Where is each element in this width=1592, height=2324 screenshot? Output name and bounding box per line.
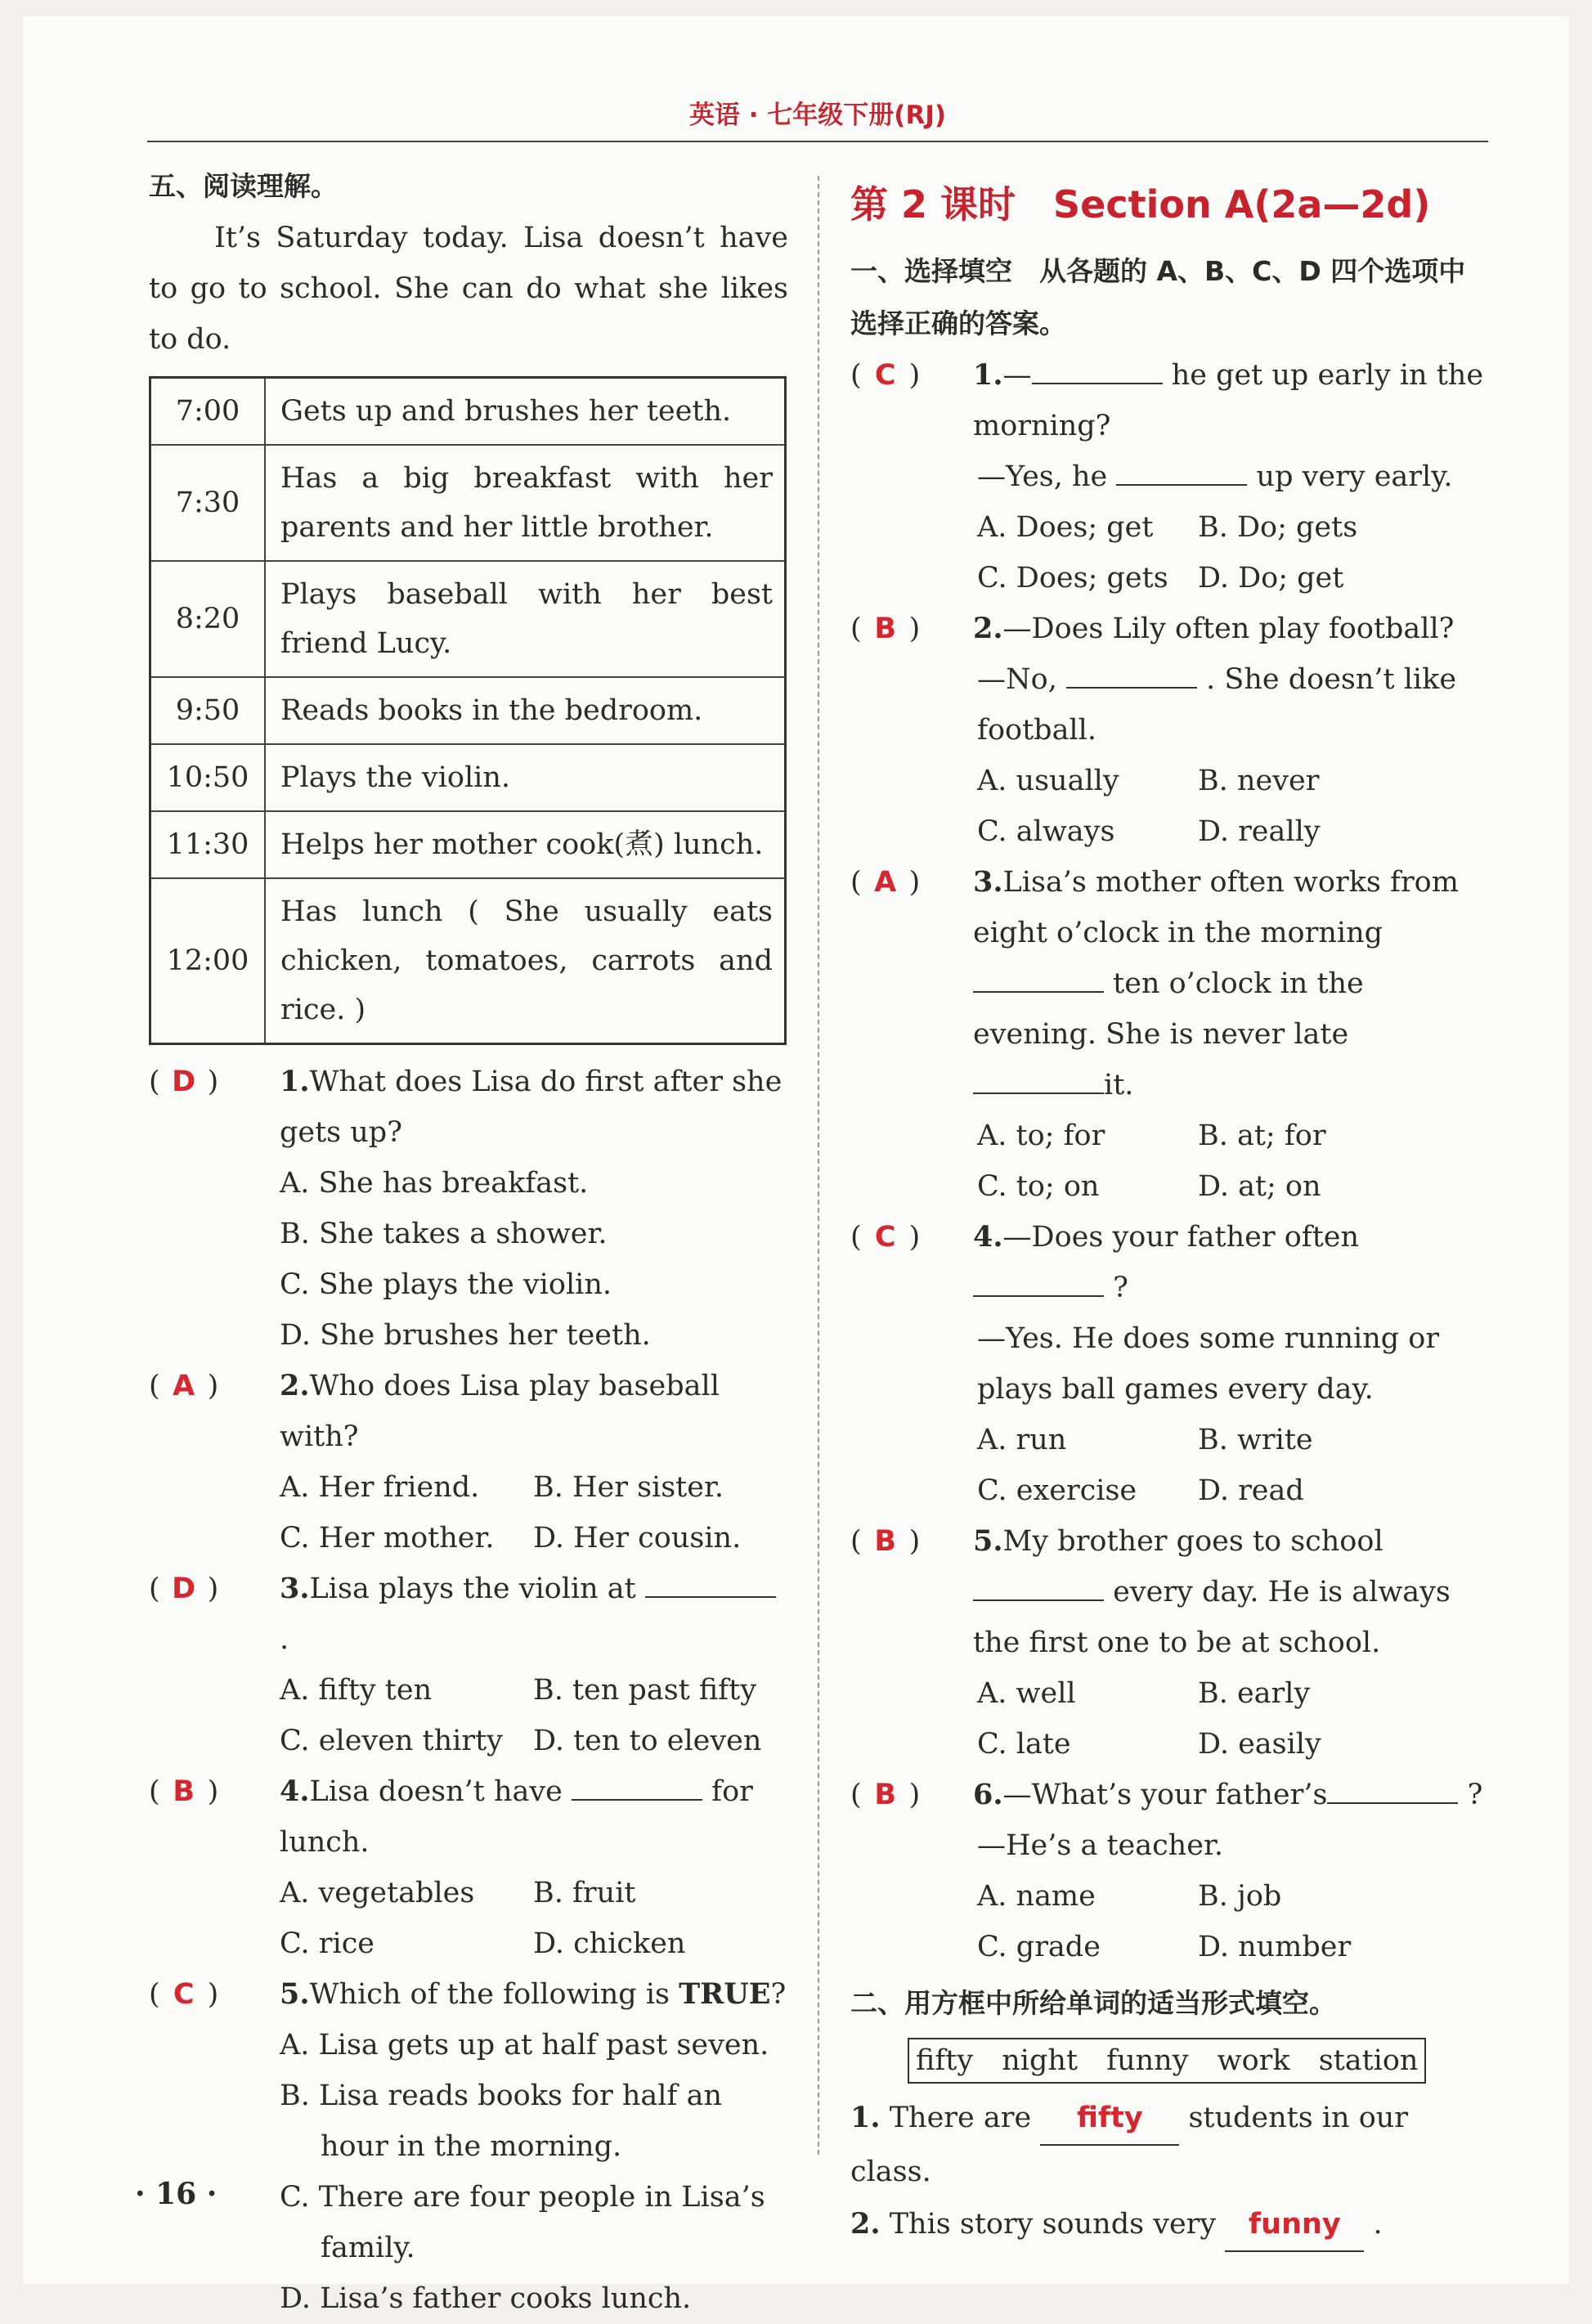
answer-letter: B [874,1779,896,1811]
question-text: —He’s a teacher. [977,1829,1223,1862]
question [149,1766,788,1868]
book-title: 英语 · 七年级下册(RJ) [688,101,947,130]
option: B. early [1198,1677,1311,1710]
option: C. rice [280,1927,375,1960]
option-row [850,756,1488,806]
word-box: fifty night funny work station [908,2038,1426,2084]
question-number: 4. [973,1220,1003,1254]
schedule-time: 7:00 [150,378,266,446]
fill-number: 1. [850,2101,881,2134]
schedule-time: 12:00 [150,878,266,1044]
question [149,1564,788,1665]
question-number: 4. [280,1774,310,1808]
option: D. read [1198,1474,1304,1507]
question-text: he get up early in the morning? [973,359,1484,442]
option-row [850,1871,1488,1922]
schedule-row [150,677,786,744]
question [850,1516,1488,1668]
fill-answer: fifty [1040,2092,1179,2146]
answer-letter: A [173,1370,195,1402]
schedule-activity: Plays the violin. [265,744,786,811]
option: D. easily [1198,1728,1321,1761]
schedule-row [150,744,786,811]
question-text: —Does Lily often play football? [1002,612,1455,645]
schedule-activity: Gets up and brushes her teeth. [265,378,786,446]
fill-answer: funny [1225,2198,1364,2252]
part1-title: 一、选择填空 从各题的 A、B、C、D 四个选项中选择正确的答案。 [850,255,1466,339]
dialogue-line [850,654,1488,756]
option: C. eleven thirty [280,1725,503,1757]
fill-text: . [1373,2208,1383,2241]
answer-letter: B [874,1525,896,1558]
answer-letter: B [173,1775,195,1808]
answer-bracket: ( A ) [850,857,965,908]
answer-blank [1066,656,1197,689]
question-text: —Yes, he [977,460,1108,493]
option: C. There are four people in Lisa’s family. [280,2181,765,2264]
option-row [149,1513,788,1564]
option-row [850,1668,1488,1719]
answer-blank [973,960,1104,993]
answer-letter: D [172,1066,196,1098]
question-text: ? [770,1978,787,2011]
answer-blank [973,1568,1104,1601]
schedule-time: 10:50 [150,744,266,811]
answer-bracket: ( B ) [850,1516,965,1567]
option: B. ten past fifty [533,1674,756,1707]
page-number: · 16 · [135,2177,217,2211]
option-row [850,1922,1488,1972]
schedule-activity: Has lunch ( She usually eats chicken, tomatoes, carrots and rice. ) [265,878,786,1044]
option: A. to; for [977,1119,1105,1152]
option: D. ten to eleven [533,1725,762,1757]
lesson-title: 第 2 课时 Section A(2a—2d) [850,182,1431,227]
option-row [149,1918,788,1969]
question [149,1361,788,1462]
option: D. chicken [533,1927,686,1960]
question [850,857,1488,1110]
fill-text: This story sounds very [889,2208,1217,2241]
section-title: 五、阅读理解。 [149,170,338,202]
schedule-time: 9:50 [150,677,266,744]
option: A. She has breakfast. [280,1167,589,1200]
schedule-activity: Reads books in the bedroom. [265,677,786,744]
question-text: for lunch. [280,1775,753,1859]
question-text: Lisa plays the violin at [309,1573,636,1605]
answer-bracket: ( D ) [149,1057,271,1107]
option: A. usually [977,765,1119,797]
option-row [149,1665,788,1716]
option: C. late [977,1728,1071,1761]
option: D. Lisa’s father cooks lunch. [280,2282,692,2315]
answer-bracket: ( A ) [149,1361,271,1411]
question [850,1770,1488,1820]
option: A. Does; get [977,511,1154,544]
question-text: — [1002,359,1032,392]
question-text: —Yes. He does some running or plays ball games every day. [977,1322,1440,1406]
fill-item [850,2198,1488,2252]
fill-number: 2. [850,2207,881,2241]
option-row [850,1719,1488,1770]
question-number: 3. [973,865,1003,899]
option: D. really [1198,815,1321,848]
option: B. Do; gets [1198,511,1358,544]
question-text: —No, [977,663,1057,696]
question-text: Who does Lisa play baseball with? [280,1370,720,1453]
option: C. always [977,815,1115,848]
question-text: it. [1104,1069,1134,1101]
answer-letter: D [172,1573,196,1605]
part2-title: 二、用方框中所给单词的适当形式填空。 [850,1987,1336,2019]
option-row [850,1465,1488,1516]
question-number: 2. [280,1369,310,1402]
answer-letter: C [173,1978,195,2011]
option: B. never [1198,765,1320,797]
page-header [147,90,1488,142]
option-row [850,1161,1488,1212]
option: A. Her friend. [280,1471,480,1504]
question-text: Lisa doesn’t have [309,1775,563,1808]
column-divider [818,176,819,2155]
option-row [149,1462,788,1513]
question-text: . [280,1623,289,1656]
option-row [850,553,1488,603]
option: A. fifty ten [280,1674,433,1707]
choice-questions [850,350,1488,1972]
schedule-activity: Helps her mother cook(煮) lunch. [265,811,786,878]
option: D. number [1198,1931,1352,1963]
question-text: ? [1467,1779,1483,1811]
fill-item [850,2092,1488,2198]
option: A. name [977,1880,1096,1913]
option: B. Her sister. [533,1471,724,1504]
dialogue-line [850,1820,1488,1871]
schedule-time: 7:30 [150,445,266,561]
question-number: 5. [973,1524,1003,1558]
option: D. Do; get [1198,562,1344,594]
answer-letter: C [874,359,896,392]
left-column [149,160,788,2324]
answer-letter: C [874,1221,896,1254]
answer-bracket: ( C ) [149,1969,271,2020]
fill-text: There are [889,2102,1032,2134]
option: D. at; on [1198,1170,1321,1203]
question-number: 1. [973,358,1003,392]
answer-bracket: ( B ) [149,1766,271,1817]
schedule-table [149,376,787,1045]
option: A. well [977,1677,1076,1710]
question [850,350,1488,451]
schedule-time: 8:20 [150,561,266,677]
answer-letter: B [874,612,896,645]
answer-bracket: ( C ) [850,350,965,401]
option-row [850,806,1488,857]
option-row [149,1716,788,1766]
question-text: Lisa’s mother often works from eight o’clock in the morning [973,866,1459,949]
option: C. to; on [977,1170,1100,1203]
answer-blank [1032,352,1163,384]
answer-blank [572,1768,702,1801]
option: A. run [977,1424,1067,1456]
answer-blank [973,1061,1104,1094]
question [149,1969,788,2020]
answer-bracket: ( D ) [149,1564,271,1614]
option: B. Lisa reads books for half an hour in the morning. [280,2079,722,2163]
question-text: ten o’clock in the evening. She is never late [973,967,1364,1051]
answer-letter: A [874,866,897,899]
option: B. fruit [533,1877,636,1909]
option: C. exercise [977,1474,1137,1507]
schedule-time: 11:30 [150,811,266,878]
schedule-activity: Plays baseball with her best friend Lucy. [265,561,786,677]
dialogue-line [850,451,1488,502]
question-text: . She doesn’t like football. [977,663,1457,747]
question [850,603,1488,654]
answer-bracket: ( B ) [850,603,965,654]
question-text: every day. He is always the first one to be at school. [973,1576,1451,1659]
option: D. Her cousin. [533,1522,742,1555]
right-column [850,160,1488,2252]
option: B. She takes a shower. [280,1218,608,1250]
option: C. Her mother. [280,1522,495,1555]
answer-blank [973,1264,1104,1297]
option-row [850,1110,1488,1161]
question-number: 3. [280,1572,310,1605]
question-text: —What’s your father’s [1002,1779,1328,1811]
option: B. at; for [1198,1119,1326,1152]
passage-intro: It’s Saturday today. Lisa doesn’t have to go to school. She can do what she likes to do. [149,222,788,356]
schedule-row [150,561,786,677]
question-number: 2. [973,612,1003,645]
reading-questions [149,1057,788,2324]
option: C. Does; gets [977,562,1168,594]
question-number: 5. [280,1977,310,2011]
schedule-row [150,878,786,1044]
option: B. write [1198,1424,1313,1456]
answer-blank [1327,1771,1458,1804]
answer-blank [1116,453,1247,486]
question [149,1057,788,1158]
question-text: My brother goes to school [1002,1525,1383,1558]
schedule-row [150,445,786,561]
question-text: up very early. [1256,460,1453,493]
option: A. vegetables [280,1877,475,1909]
option-row [850,1415,1488,1465]
schedule-row [150,378,786,446]
dialogue-line [850,1313,1488,1415]
emphasis-word: TRUE [679,1977,771,2011]
option: D. She brushes her teeth. [280,1319,651,1352]
answer-blank [645,1565,776,1598]
option: C. She plays the violin. [280,1268,612,1301]
option: B. job [1198,1880,1282,1913]
fill-text: students in our class. [850,2102,1409,2188]
question-text: Which of the following is [309,1978,670,2011]
question [850,1212,1488,1313]
question-number: 1. [280,1065,310,1098]
option: C. grade [977,1931,1101,1963]
fill-items [850,2092,1488,2252]
question-text: ? [1113,1272,1128,1304]
option-row [149,1868,788,1918]
question-text: —Does your father often [1002,1221,1360,1254]
question-text: What does Lisa do first after she gets up? [280,1066,783,1149]
question-number: 6. [973,1778,1003,1811]
schedule-activity: Has a big breakfast with her parents and her little brother. [265,445,786,561]
answer-bracket: ( C ) [850,1212,965,1263]
option: A. Lisa gets up at half past seven. [280,2029,769,2062]
schedule-row [150,811,786,878]
answer-bracket: ( B ) [850,1770,965,1820]
option-row [850,502,1488,553]
